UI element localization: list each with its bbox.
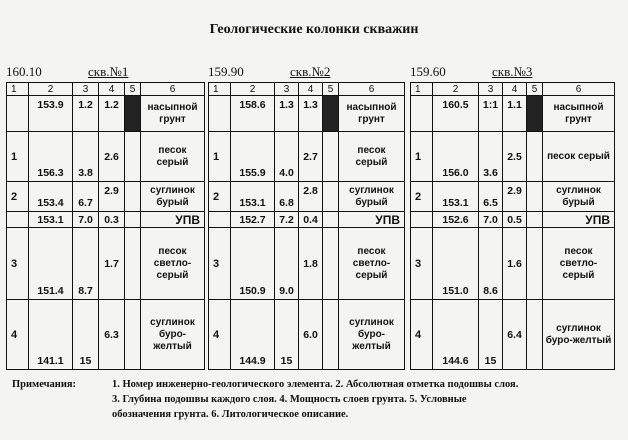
col-header: 4 [299, 83, 323, 96]
layer-thickness: 2.5 [503, 132, 527, 182]
water-level-row [411, 212, 615, 228]
column-header-row [411, 83, 615, 96]
soil-symbol [323, 96, 339, 132]
bottom-elevation: 153.1 [29, 212, 73, 228]
notes-line: 3. Глубина подошвы каждого слоя. 4. Мощность слоев грунта. 5. Условные [112, 394, 467, 405]
col-header: 3 [275, 83, 299, 96]
element-number [411, 96, 433, 132]
well-elevation: 159.90 [208, 64, 244, 79]
bottom-elevation: 158.6 [231, 96, 275, 132]
layer-row [7, 96, 205, 132]
soil-symbol [527, 96, 543, 132]
layer-thickness: 0.3 [99, 212, 125, 228]
element-number: 2 [209, 182, 231, 212]
element-number [209, 96, 231, 132]
bottom-elevation: 152.7 [231, 212, 275, 228]
lithology-description: песок светло-серый [543, 228, 615, 300]
col-header: 2 [29, 83, 73, 96]
bottom-elevation: 155.9 [231, 132, 275, 182]
well-header [208, 64, 404, 80]
lithology-description: насыпной грунт [543, 96, 615, 132]
soil-symbol [323, 228, 339, 300]
soil-symbol [323, 212, 339, 228]
lithology-description: суглинок бурый [543, 182, 615, 212]
col-header: 6 [543, 83, 615, 96]
layer-row [411, 96, 615, 132]
layer-depth: 1:1 [479, 96, 503, 132]
layer-row [7, 228, 205, 300]
well-elevation: 160.10 [6, 64, 42, 79]
layer-depth: 7.0 [479, 212, 503, 228]
layer-row [411, 300, 615, 370]
layer-thickness: 6.4 [503, 300, 527, 370]
element-number: 3 [411, 228, 433, 300]
bottom-elevation: 141.1 [29, 300, 73, 370]
bottom-elevation: 153.9 [29, 96, 73, 132]
col-header: 3 [479, 83, 503, 96]
layer-thickness: 1.6 [503, 228, 527, 300]
layer-depth: 15 [479, 300, 503, 370]
lithology-description: насыпной грунт [339, 96, 405, 132]
element-number [411, 212, 433, 228]
soil-symbol [125, 300, 141, 370]
col-header: 1 [411, 83, 433, 96]
layer-thickness: 0.5 [503, 212, 527, 228]
layer-depth: 6.7 [73, 182, 99, 212]
water-level-label: УПВ [543, 212, 615, 228]
bottom-elevation: 144.9 [231, 300, 275, 370]
layer-row [209, 96, 405, 132]
layer-row [411, 228, 615, 300]
col-header: 3 [73, 83, 99, 96]
bottom-elevation: 151.4 [29, 228, 73, 300]
layer-depth: 15 [275, 300, 299, 370]
element-number [209, 212, 231, 228]
layer-depth: 8.7 [73, 228, 99, 300]
element-number: 4 [7, 300, 29, 370]
water-level-row [7, 212, 205, 228]
well-table [208, 82, 405, 370]
bottom-elevation: 150.9 [231, 228, 275, 300]
col-header: 5 [125, 83, 141, 96]
bottom-elevation: 153.1 [433, 182, 479, 212]
bottom-elevation: 151.0 [433, 228, 479, 300]
layer-thickness: 1.7 [99, 228, 125, 300]
element-number: 4 [411, 300, 433, 370]
soil-symbol [125, 182, 141, 212]
layer-depth: 3.8 [73, 132, 99, 182]
layer-depth: 7.0 [73, 212, 99, 228]
col-header: 2 [231, 83, 275, 96]
layer-row [411, 182, 615, 212]
col-header: 1 [7, 83, 29, 96]
col-header: 5 [323, 83, 339, 96]
bottom-elevation: 152.6 [433, 212, 479, 228]
soil-symbol [125, 212, 141, 228]
col-header: 6 [339, 83, 405, 96]
well-table [410, 82, 615, 370]
lithology-description: суглинок буро-желтый [543, 300, 615, 370]
soil-symbol [125, 96, 141, 132]
soil-symbol [323, 132, 339, 182]
notes-line: 1. Номер инженерно-геологического элемента. 2. Абсолютная отметка подошвы слоя. [112, 379, 519, 390]
layer-row [209, 300, 405, 370]
col-header: 4 [99, 83, 125, 96]
bottom-elevation: 156.0 [433, 132, 479, 182]
soil-symbol [527, 300, 543, 370]
layer-row [7, 300, 205, 370]
layer-thickness: 1.3 [299, 96, 323, 132]
soil-symbol [125, 228, 141, 300]
element-number [7, 212, 29, 228]
lithology-description: суглинок бурый [141, 182, 205, 212]
layer-thickness: 1.8 [299, 228, 323, 300]
well-name: скв.№2 [290, 64, 331, 79]
bottom-elevation: 153.4 [29, 182, 73, 212]
layer-thickness: 6.0 [299, 300, 323, 370]
soil-symbol [125, 132, 141, 182]
element-number: 3 [209, 228, 231, 300]
element-number: 2 [7, 182, 29, 212]
soil-symbol [527, 182, 543, 212]
layer-depth: 1.3 [275, 96, 299, 132]
soil-symbol [323, 182, 339, 212]
layer-thickness: 6.3 [99, 300, 125, 370]
column-header-row [209, 83, 405, 96]
layer-row [209, 228, 405, 300]
layer-thickness: 2.9 [503, 182, 527, 212]
layer-depth: 1.2 [73, 96, 99, 132]
bottom-elevation: 160.5 [433, 96, 479, 132]
col-header: 1 [209, 83, 231, 96]
layer-row [7, 132, 205, 182]
layer-thickness: 1.1 [503, 96, 527, 132]
element-number: 1 [411, 132, 433, 182]
col-header: 6 [141, 83, 205, 96]
layer-depth: 9.0 [275, 228, 299, 300]
element-number: 3 [7, 228, 29, 300]
column-header-row [7, 83, 205, 96]
layer-depth: 4.0 [275, 132, 299, 182]
layer-depth: 15 [73, 300, 99, 370]
lithology-description: песок серый [543, 132, 615, 182]
layer-row [209, 182, 405, 212]
page-title: Геологические колонки скважин [209, 22, 419, 37]
layer-row [7, 182, 205, 212]
well-name: скв.№3 [492, 64, 533, 79]
lithology-description: суглинок буро-желтый [141, 300, 205, 370]
layer-depth: 7.2 [275, 212, 299, 228]
layer-thickness: 2.9 [99, 182, 125, 212]
well-header [410, 64, 614, 80]
lithology-description: суглинок буро-желтый [339, 300, 405, 370]
lithology-description: песок серый [339, 132, 405, 182]
element-number: 2 [411, 182, 433, 212]
element-number: 4 [209, 300, 231, 370]
element-number: 1 [7, 132, 29, 182]
col-header: 2 [433, 83, 479, 96]
bottom-elevation: 156.3 [29, 132, 73, 182]
well-elevation: 159.60 [410, 64, 446, 79]
soil-symbol [323, 300, 339, 370]
lithology-description: песок светло-серый [339, 228, 405, 300]
layer-row [411, 132, 615, 182]
layer-thickness: 1.2 [99, 96, 125, 132]
layer-depth: 8.6 [479, 228, 503, 300]
layer-depth: 6.8 [275, 182, 299, 212]
well-table [6, 82, 205, 370]
soil-symbol [527, 212, 543, 228]
soil-symbol [527, 132, 543, 182]
layer-thickness: 2.6 [99, 132, 125, 182]
layer-depth: 3.6 [479, 132, 503, 182]
bottom-elevation: 153.1 [231, 182, 275, 212]
lithology-description: суглинок бурый [339, 182, 405, 212]
water-level-label: УПВ [141, 212, 205, 228]
water-level-label: УПВ [339, 212, 405, 228]
layer-thickness: 2.7 [299, 132, 323, 182]
well-name: скв.№1 [88, 64, 129, 79]
element-number [7, 96, 29, 132]
lithology-description: песок светло-серый [141, 228, 205, 300]
notes-line: обозначения грунта. 6. Литологическое описание. [112, 409, 349, 420]
layer-thickness: 2.8 [299, 182, 323, 212]
layer-row [209, 132, 405, 182]
element-number: 1 [209, 132, 231, 182]
col-header: 5 [527, 83, 543, 96]
lithology-description: насыпной грунт [141, 96, 205, 132]
layer-depth: 6.5 [479, 182, 503, 212]
soil-symbol [527, 228, 543, 300]
notes-label: Примечания: [12, 379, 77, 390]
col-header: 4 [503, 83, 527, 96]
lithology-description: песок серый [141, 132, 205, 182]
well-header [6, 64, 204, 80]
water-level-row [209, 212, 405, 228]
layer-thickness: 0.4 [299, 212, 323, 228]
bottom-elevation: 144.6 [433, 300, 479, 370]
